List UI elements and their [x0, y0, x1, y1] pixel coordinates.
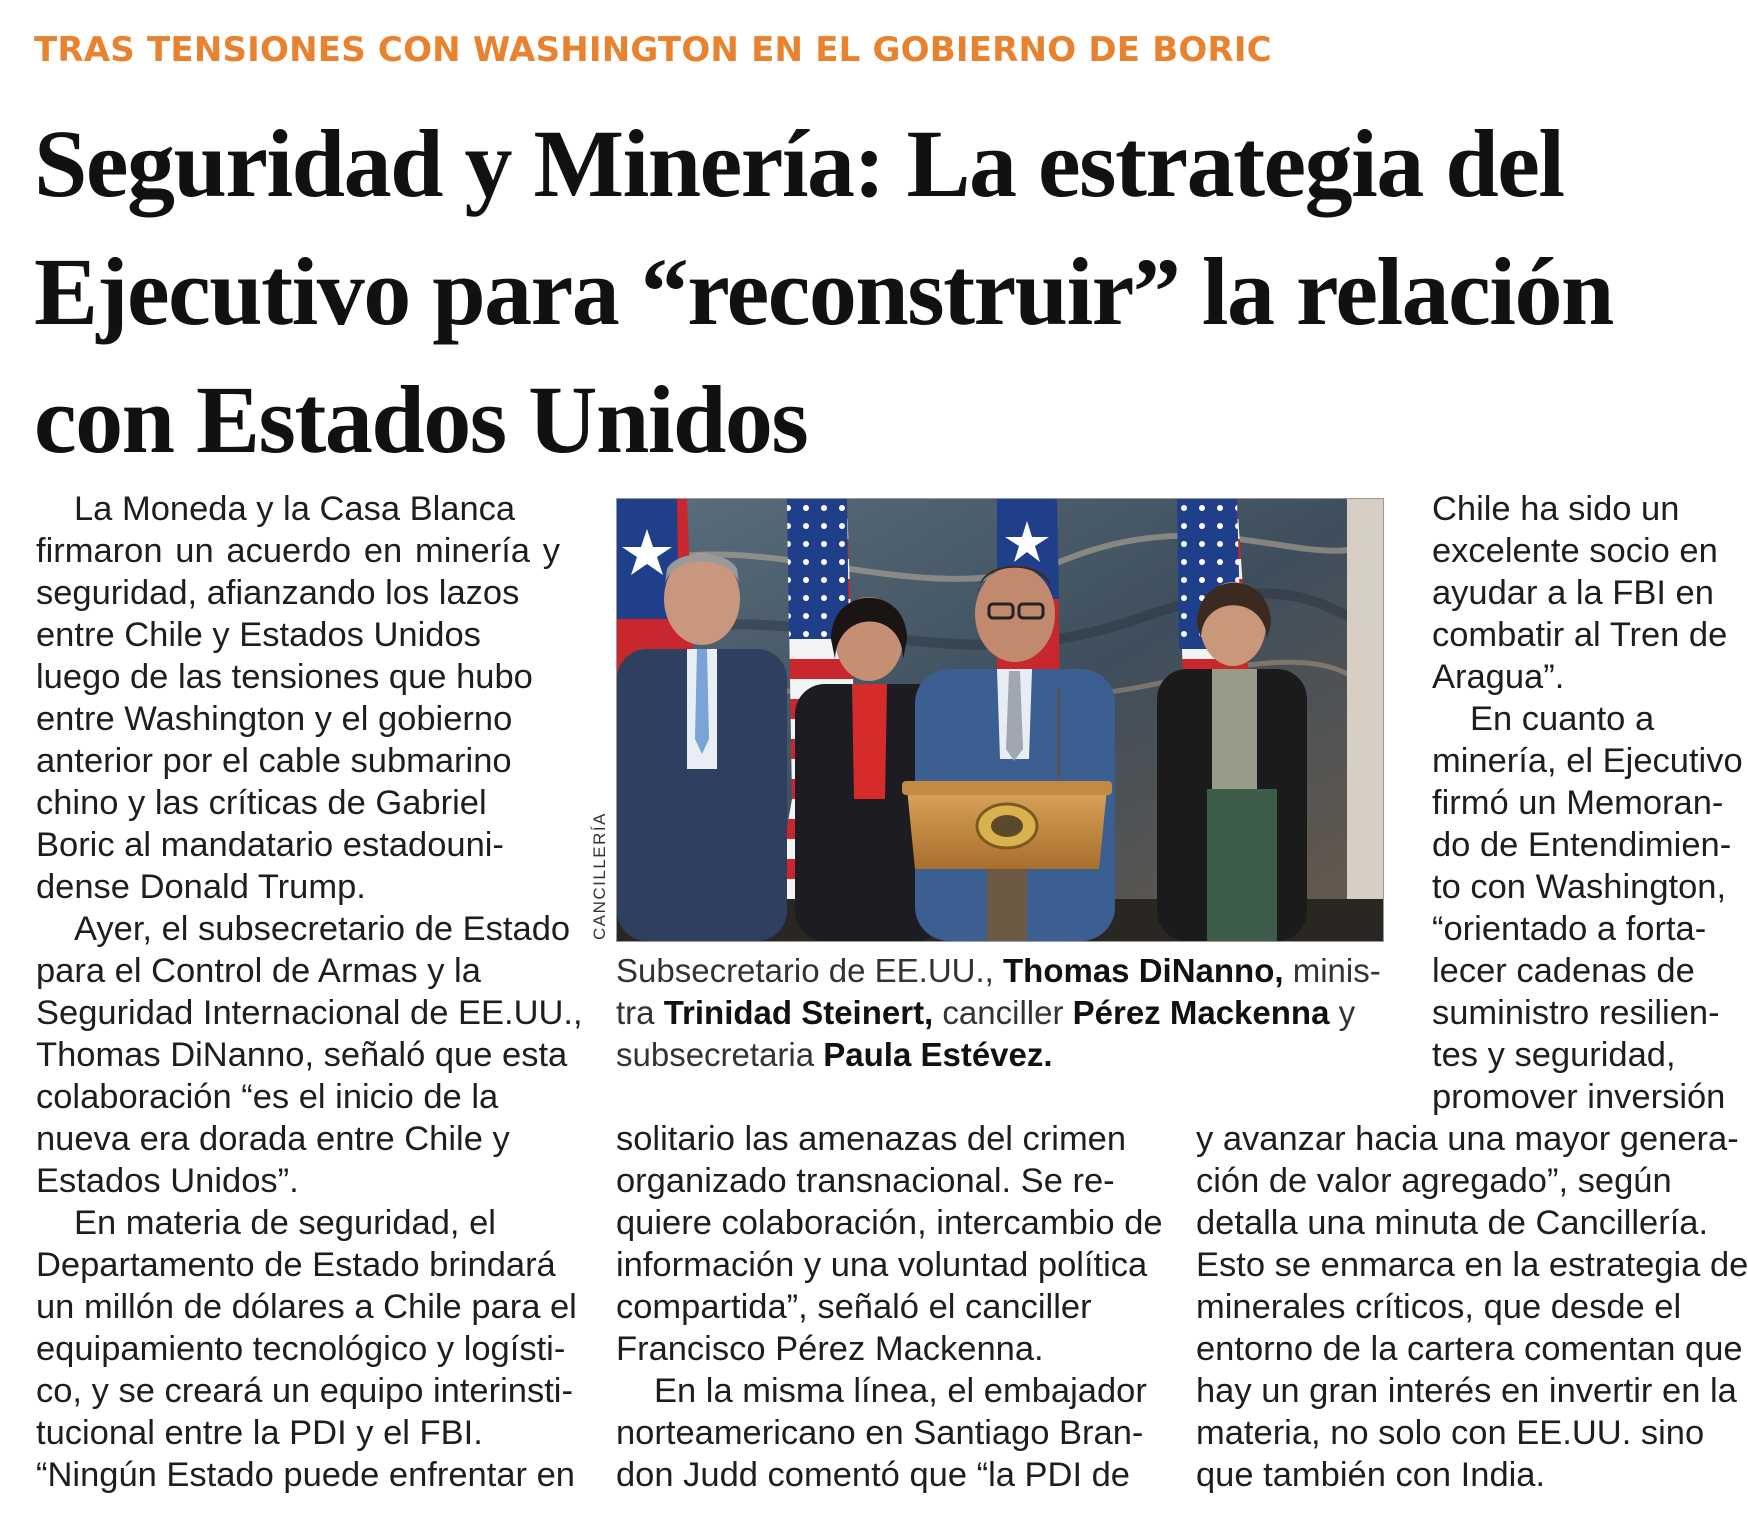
caption-name: Paula Estévez. [823, 1036, 1053, 1073]
caption-text: canciller [933, 994, 1073, 1031]
headline-line: con Estados Unidos [34, 366, 808, 473]
caption-text: tra [616, 994, 664, 1031]
body-column-1 [36, 488, 583, 1496]
headline-line: Seguridad y Minería: La estrategia del [34, 110, 1564, 217]
text-line: tes y seguridad, [1432, 1036, 1676, 1074]
text-line: combatir al Tren de [1432, 616, 1728, 654]
text-line: chino y las críticas de Gabriel [36, 784, 487, 822]
text-line: Estados Unidos”. [36, 1162, 299, 1200]
text-line: co, y se creará un equipo interinsti- [36, 1372, 573, 1410]
text-line: compartida”, señaló el canciller [616, 1288, 1092, 1326]
text-line: En cuanto a [1470, 700, 1655, 738]
text-line: excelente socio en [1432, 532, 1718, 570]
text-line: firmó un Memoran- [1432, 784, 1724, 822]
news-photo [616, 498, 1384, 942]
body-column-2 [616, 1118, 1163, 1496]
photo-caption [616, 950, 1386, 1076]
text-line: solitario las amenazas del crimen [616, 1120, 1127, 1158]
text-line: lecer cadenas de [1432, 952, 1695, 990]
text-line: anterior por el cable submarino [36, 742, 512, 780]
text-line: firmaron un acuerdo en minería y [36, 532, 560, 570]
text-line: don Judd comentó que “la PDI de [616, 1456, 1130, 1494]
text-line: entre Washington y el gobierno [36, 700, 513, 738]
text-line: suministro resilien- [1432, 994, 1720, 1032]
caption-text: minis- [1283, 952, 1381, 989]
caption-text: Subsecretario de EE.UU., [616, 952, 1004, 989]
text-line: promover inversión [1432, 1078, 1726, 1116]
text-line: luego de las tensiones que hubo [36, 658, 533, 696]
text-line: que también con India. [1196, 1456, 1546, 1494]
text-line: Thomas DiNanno, señaló que esta [36, 1036, 568, 1074]
text-line: “orientado a forta- [1432, 910, 1707, 948]
text-line: norteamericano en Santiago Bran- [616, 1414, 1144, 1452]
text-line: Boric al mandatario estadouni- [36, 826, 504, 864]
text-line: En la misma línea, el embajador [654, 1372, 1147, 1410]
text-line: Aragua”. [1432, 658, 1565, 696]
text-line: ayudar a la FBI en [1432, 574, 1714, 612]
text-line: Francisco Pérez Mackenna. [616, 1330, 1044, 1368]
body-column-3-bottom [1196, 1118, 1748, 1496]
text-line: do de Entendimien- [1432, 826, 1732, 864]
text-line: hay un gran interés en invertir en la [1196, 1372, 1737, 1410]
caption-name: Thomas DiNanno, [1003, 952, 1284, 989]
text-line: seguridad, afianzando los lazos [36, 574, 520, 612]
text-line: dense Donald Trump. [36, 868, 366, 906]
body-column-3-top [1432, 488, 1743, 1118]
text-line: un millón de dólares a Chile para el [36, 1288, 577, 1326]
headline [34, 100, 1724, 484]
text-line: En materia de seguridad, el [74, 1204, 496, 1242]
text-line: equipamiento tecnológico y logísti- [36, 1330, 566, 1368]
text-line: materia, no solo con EE.UU. sino [1196, 1414, 1705, 1452]
text-line: Seguridad Internacional de EE.UU., [36, 994, 583, 1032]
caption-name: Pérez Mackenna [1072, 994, 1330, 1031]
text-line: Esto se enmarca en la estrategia de [1196, 1246, 1748, 1284]
text-line: minería, el Ejecutivo [1432, 742, 1743, 780]
text-line: Chile ha sido un [1432, 490, 1680, 528]
caption-name: Trinidad Steinert, [663, 994, 934, 1031]
text-line: y avanzar hacia una mayor genera- [1196, 1120, 1739, 1158]
text-line: Ayer, el subsecretario de Estado [74, 910, 571, 948]
text-line: organizado transnacional. Se re- [616, 1162, 1115, 1200]
caption-text: subsecretaria [616, 1036, 824, 1073]
text-line: para el Control de Armas y la [36, 952, 481, 990]
caption-text: y [1329, 994, 1356, 1031]
text-line: información y una voluntad política [616, 1246, 1148, 1284]
headline-line: Ejecutivo para “reconstruir” la relación [34, 238, 1613, 345]
text-line: Departamento de Estado brindará [36, 1246, 556, 1284]
text-line: detalla una minuta de Cancillería. [1196, 1204, 1709, 1242]
text-line: minerales críticos, que desde el [1196, 1288, 1682, 1326]
photo-illustration [617, 499, 1383, 941]
text-line: quiere colaboración, intercambio de [616, 1204, 1163, 1242]
kicker: TRAS TENSIONES CON WASHINGTON EN EL GOBIERNO DE BORIC [34, 30, 1272, 70]
text-line: entre Chile y Estados Unidos [36, 616, 481, 654]
text-line: “Ningún Estado puede enfrentar en [36, 1456, 575, 1494]
text-line: La Moneda y la Casa Blanca [74, 490, 516, 528]
text-line: tucional entre la PDI y el FBI. [36, 1414, 483, 1452]
text-line: colaboración “es el inicio de la [36, 1078, 499, 1116]
text-line: entorno de la cartera comentan que [1196, 1330, 1743, 1368]
text-line: to con Washington, [1432, 868, 1727, 906]
text-line: nueva era dorada entre Chile y [36, 1120, 510, 1158]
photo-credit: CANCILLERÍA [590, 812, 609, 940]
text-line: ción de valor agregado”, según [1196, 1162, 1672, 1200]
